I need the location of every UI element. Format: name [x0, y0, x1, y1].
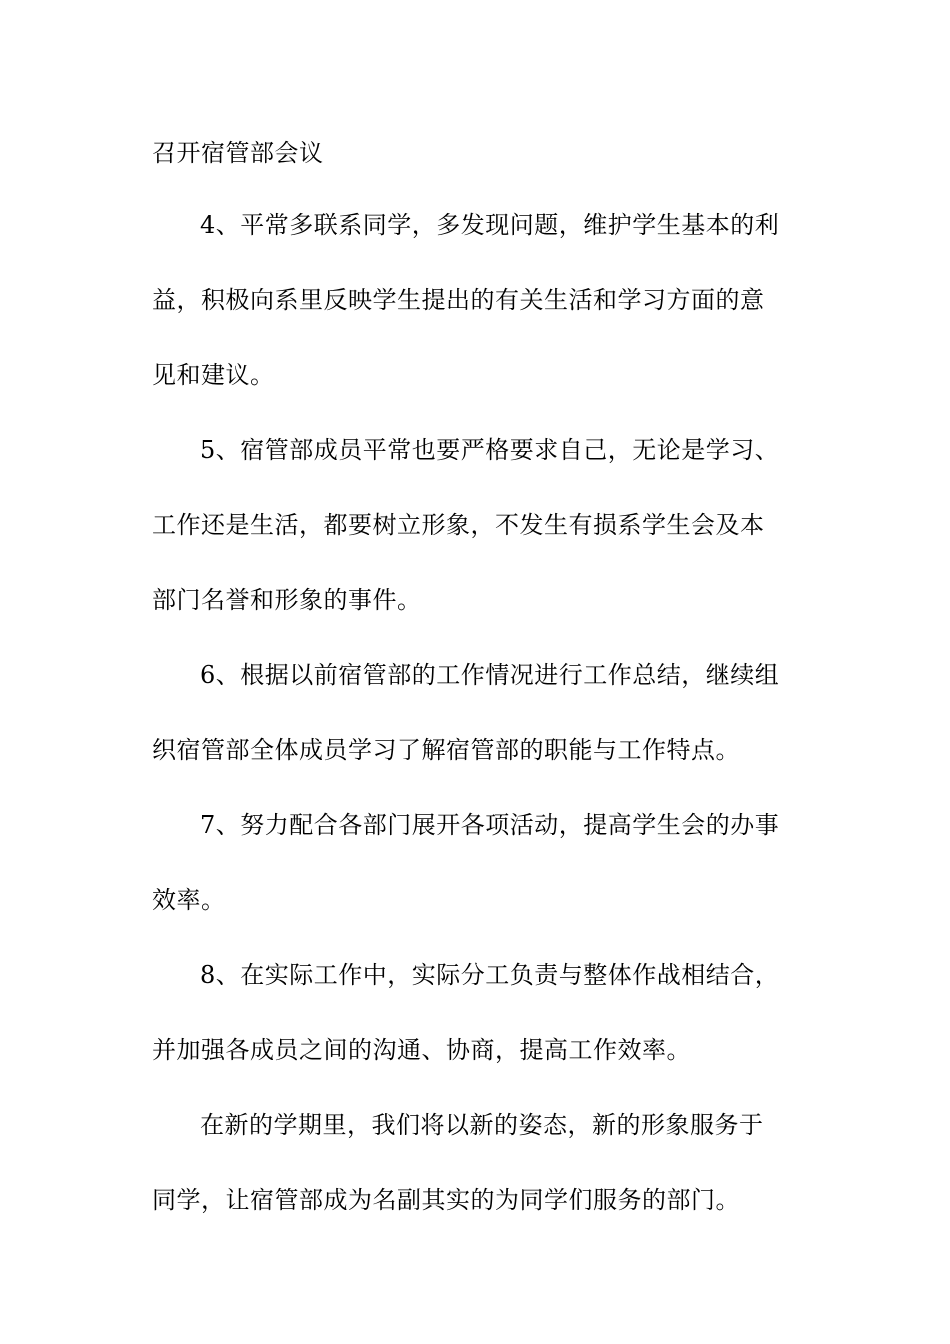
text-line-12: 8、在实际工作中，实际分工负责与整体作战相结合， [200, 961, 780, 989]
text-line-5: 5、宿管部成员平常也要严格要求自己，无论是学习、 [200, 436, 780, 464]
text-line-8: 6、根据以前宿管部的工作情况进行工作总结，继续组 [200, 661, 780, 689]
text-line-3: 益，积极向系里反映学生提出的有关生活和学习方面的意 [152, 286, 765, 314]
text-line-15: 同学，让宿管部成为名副其实的为同学们服务的部门。 [152, 1186, 740, 1214]
text-line-14: 在新的学期里，我们将以新的姿态，新的形象服务于 [200, 1111, 764, 1139]
text-line-6: 工作还是生活，都要树立形象，不发生有损系学生会及本 [152, 511, 765, 539]
text-line-13: 并加强各成员之间的沟通、协商，提高工作效率。 [152, 1036, 691, 1064]
text-line-9: 织宿管部全体成员学习了解宿管部的职能与工作特点。 [152, 736, 740, 764]
text-line-1: 召开宿管部会议 [152, 139, 324, 167]
text-line-11: 效率。 [152, 886, 226, 914]
text-line-7: 部门名誉和形象的事件。 [152, 586, 422, 614]
text-line-2: 4、平常多联系同学，多发现问题，维护学生基本的利 [200, 211, 780, 239]
text-line-4: 见和建议。 [152, 361, 275, 389]
text-line-10: 7、努力配合各部门展开各项活动，提高学生会的办事 [200, 811, 780, 839]
